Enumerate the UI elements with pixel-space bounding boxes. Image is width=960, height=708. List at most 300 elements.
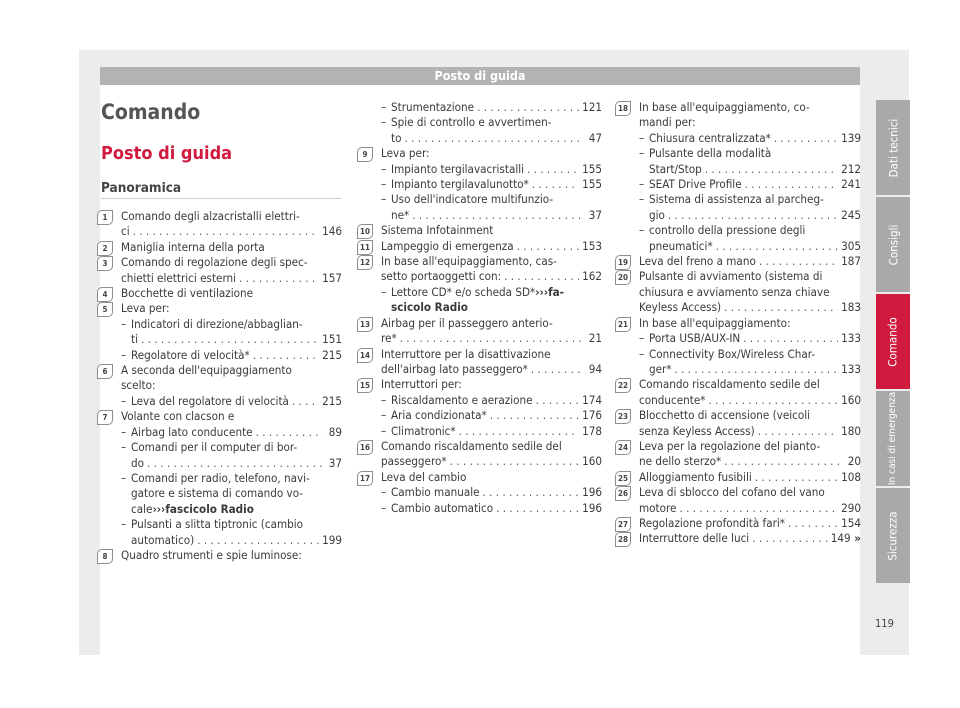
- entry-line: [381, 316, 602, 331]
- reference-arrow: ›››: [152, 501, 166, 516]
- sub-entry: [639, 177, 861, 192]
- bullet-dash: –: [121, 440, 127, 455]
- dot-leader: [459, 424, 580, 439]
- entry-line: [639, 501, 861, 516]
- entry-line: [391, 100, 602, 115]
- tab-consigli[interactable]: Consigli: [876, 197, 910, 292]
- entry-text: Leva del freno a mano: [639, 254, 756, 269]
- reference-text: fascicolo Radio: [165, 501, 254, 516]
- entry-line: [121, 301, 342, 316]
- entry-text: Leva del cambio: [381, 469, 467, 484]
- entry-text: Connectivity Box/Wireless Char-: [649, 346, 816, 361]
- sub-entry: [639, 347, 861, 378]
- entry-text: Leva di sblocco del cofano del vano: [639, 485, 825, 500]
- entry-line: [121, 224, 342, 239]
- bullet-dash: –: [381, 115, 387, 130]
- dot-leader: [404, 131, 583, 146]
- entry-line: [391, 424, 602, 439]
- page-ref[interactable]: 153: [582, 238, 602, 253]
- entry-line: [391, 393, 602, 408]
- bullet-dash: –: [639, 331, 645, 346]
- entry-text: Lampeggio di emergenza: [381, 238, 514, 253]
- dot-leader: [743, 331, 838, 346]
- entry-line: [381, 254, 602, 269]
- index-entry: [617, 315, 861, 378]
- dot-leader: [256, 425, 323, 440]
- page-ref[interactable]: 180: [841, 423, 861, 438]
- entry-text: Cambio automatico: [391, 500, 494, 515]
- index-entry: [381, 100, 602, 146]
- bullet-dash: –: [639, 130, 645, 145]
- entry-line: [131, 502, 342, 517]
- index-entry: [102, 363, 342, 409]
- index-entry: [617, 438, 861, 470]
- entry-line: [639, 408, 861, 423]
- item-number-badge: 16: [357, 440, 373, 455]
- dot-leader: [147, 456, 323, 471]
- entry-text: Alloggiamento fusibili: [639, 469, 752, 484]
- index-entry: [617, 469, 861, 485]
- item-number-badge: 21: [615, 317, 631, 332]
- entry-line: [639, 254, 861, 269]
- dot-leader: [532, 177, 579, 192]
- tab-dati-tecnici[interactable]: Dati tecnici: [876, 100, 910, 195]
- entry-line: [639, 285, 861, 300]
- entry-line: [649, 131, 861, 146]
- entry-line: [121, 409, 342, 424]
- page-ref[interactable]: 154: [841, 515, 861, 530]
- index-entry: [617, 269, 861, 315]
- entry-line: [121, 255, 342, 270]
- entry-line: [381, 347, 602, 362]
- entry-text: Pulsante della modalità: [649, 146, 772, 161]
- page-ref[interactable]: 290: [841, 500, 861, 515]
- bullet-dash: –: [639, 192, 645, 207]
- page-ref[interactable]: 89: [328, 424, 342, 439]
- page-ref[interactable]: 241: [841, 177, 861, 192]
- index-column-1: [102, 209, 342, 563]
- dot-leader: [708, 393, 838, 408]
- entry-text: Pulsante di avviamento (sistema di: [639, 269, 823, 284]
- bullet-dash: –: [381, 192, 387, 207]
- bullet-dash: –: [381, 408, 387, 423]
- dot-leader: [755, 470, 838, 485]
- index-entry: [359, 346, 602, 378]
- entry-line: [381, 377, 602, 392]
- page-ref[interactable]: 146: [322, 224, 342, 239]
- page-ref[interactable]: 178: [582, 423, 602, 438]
- dot-leader: [675, 362, 839, 377]
- page-ref[interactable]: 215: [322, 393, 342, 408]
- item-number-badge: 23: [615, 409, 631, 424]
- entry-text: Lettore CD* e/o scheda SD*: [391, 284, 536, 299]
- item-number-badge: 7: [97, 410, 113, 425]
- index-entry: [359, 254, 602, 316]
- page-ref[interactable]: 133: [841, 361, 861, 376]
- page-ref[interactable]: 176: [582, 408, 602, 423]
- bullet-dash: –: [381, 423, 387, 438]
- entry-text: chietti elettrici esterni: [121, 270, 237, 285]
- entry-text: In base all'equipaggiamento, cas-: [381, 254, 557, 269]
- entry-text: passeggero*: [381, 454, 447, 469]
- sub-entry: [639, 146, 861, 177]
- page-ref[interactable]: 21: [588, 331, 602, 346]
- entry-line: [649, 162, 861, 177]
- entry-line: [639, 454, 861, 469]
- entry-text: Blocchetto di accensione (veicoli: [639, 408, 811, 423]
- page-ref[interactable]: 121: [582, 100, 602, 114]
- entry-text: Aria condizionata*: [391, 408, 487, 423]
- entry-line: [649, 223, 861, 238]
- dot-leader: [724, 454, 842, 469]
- page-ref[interactable]: 196: [582, 485, 602, 500]
- sub-entry: [381, 162, 602, 177]
- entry-text: re*: [381, 331, 397, 346]
- entry-line: [121, 363, 342, 378]
- entry-line: [649, 239, 861, 254]
- entry-line: [391, 208, 602, 223]
- entry-text: conducente*: [639, 392, 706, 407]
- item-number-badge: 22: [615, 378, 631, 393]
- running-header: Posto di guida: [100, 67, 860, 85]
- entry-text: Strumentazione: [391, 100, 475, 114]
- bullet-dash: –: [639, 223, 645, 238]
- entry-text: Pulsanti a slitta tiptronic (cambio: [131, 517, 304, 532]
- page-ref[interactable]: 155: [582, 177, 602, 192]
- tab-comando[interactable]: Comando: [876, 294, 910, 389]
- dot-leader: [517, 239, 579, 254]
- entry-text: Leva per:: [381, 146, 430, 161]
- entry-text: Keyless Access): [639, 300, 722, 315]
- entry-text: controllo della pressione degli: [649, 223, 806, 238]
- entry-line: [381, 269, 602, 284]
- entry-line: [639, 269, 861, 284]
- entry-text: ci: [121, 224, 130, 239]
- sub-entry: [381, 501, 602, 516]
- bullet-dash: –: [121, 316, 127, 331]
- bullet-dash: –: [121, 393, 127, 408]
- entry-text: Uso dell'indicatore multifunzio-: [391, 192, 554, 207]
- sub-entry: [381, 393, 602, 408]
- item-number-badge: 26: [615, 486, 631, 501]
- entry-line: [649, 192, 861, 207]
- item-number-badge: 17: [357, 471, 373, 486]
- page-ref[interactable]: 187: [841, 254, 861, 269]
- dot-leader: [536, 393, 580, 408]
- bullet-dash: –: [121, 347, 127, 362]
- dot-leader: [716, 239, 838, 254]
- reference-text: scicolo Radio: [391, 300, 468, 315]
- entry-text: Comando riscaldamento sedile del: [381, 438, 562, 453]
- index-column-2: [359, 100, 602, 516]
- item-number-badge: 3: [97, 256, 113, 271]
- entry-line: [391, 408, 602, 423]
- entry-line: [121, 271, 342, 286]
- bullet-dash: –: [381, 392, 387, 407]
- entry-line: [131, 517, 342, 532]
- dot-leader: [197, 533, 319, 548]
- page-number: 119: [875, 617, 894, 630]
- tab-in-casi-di-emergenza[interactable]: In casi di emergenza: [876, 391, 910, 486]
- page-ref[interactable]: 108: [841, 469, 861, 484]
- page-ref[interactable]: 160: [841, 392, 861, 407]
- entry-line: [639, 115, 861, 130]
- entry-line: [649, 146, 861, 161]
- item-number-badge: 1: [97, 210, 113, 225]
- entry-text: Airbag lato conducente: [131, 424, 253, 439]
- sub-entry: [121, 440, 342, 471]
- item-number-badge: 14: [357, 348, 373, 363]
- entry-text: setto portaoggetti con:: [381, 269, 502, 284]
- entry-line: [131, 425, 342, 440]
- entry-line: [131, 471, 342, 486]
- entry-text: Leva per la regolazione del pianto-: [639, 438, 821, 453]
- sub-entry: [381, 485, 602, 500]
- index-entry: [102, 255, 342, 286]
- dot-leader: [531, 362, 583, 377]
- entry-line: [381, 362, 602, 377]
- item-number-badge: 25: [615, 471, 631, 486]
- item-number-badge: 5: [97, 302, 113, 317]
- index-entry: [362, 146, 602, 223]
- entry-text: Interruttore delle luci: [639, 531, 750, 546]
- tab-sicurezza[interactable]: Sicurezza: [876, 488, 910, 583]
- item-number-badge: 8: [97, 549, 113, 564]
- entry-text: Leva del regolatore di velocità: [131, 393, 289, 408]
- page-ref[interactable]: 133: [841, 331, 861, 346]
- dot-leader: [752, 531, 828, 546]
- entry-text: Airbag per il passeggero anterio-: [381, 315, 553, 330]
- entry-line: [381, 331, 602, 346]
- entry-text: Comando di regolazione degli spec-: [121, 255, 308, 270]
- page-ref[interactable]: 305: [841, 238, 861, 253]
- heading-rule: [101, 198, 341, 199]
- dot-leader: [668, 208, 838, 223]
- entry-text: Volante con clacson e: [121, 409, 235, 424]
- dot-leader: [705, 162, 838, 177]
- item-number-badge: 24: [615, 440, 631, 455]
- entry-line: [121, 209, 342, 224]
- index-entry: [617, 408, 861, 439]
- bullet-dash: –: [381, 100, 387, 114]
- page-ref[interactable]: 199: [322, 532, 342, 547]
- bullet-dash: –: [121, 424, 127, 439]
- entry-line: [131, 440, 342, 455]
- index-entry: [617, 254, 861, 269]
- index-entry: [617, 377, 861, 408]
- page-ref[interactable]: 20: [847, 454, 861, 469]
- page-ref[interactable]: 245: [841, 207, 861, 222]
- entry-text: automatico): [131, 532, 195, 547]
- page-ref[interactable]: 162: [582, 269, 602, 284]
- entry-line: [131, 533, 342, 548]
- entry-line: [381, 146, 602, 161]
- entry-line: [391, 131, 602, 146]
- page-ref[interactable]: 139: [841, 130, 861, 145]
- entry-line: [639, 485, 861, 500]
- item-number-badge: 20: [615, 270, 631, 285]
- item-number-badge: 4: [97, 287, 113, 302]
- entry-text: do: [131, 455, 145, 470]
- sub-entry: [121, 471, 342, 517]
- subsection-title: Panoramica: [101, 180, 182, 196]
- page-ref[interactable]: 174: [582, 392, 602, 407]
- dot-leader: [496, 501, 579, 516]
- page-ref[interactable]: 37: [328, 455, 342, 470]
- entry-line: [639, 531, 861, 546]
- entry-line: [391, 285, 602, 300]
- entry-text: gatore e sistema di comando vo-: [131, 486, 304, 501]
- entry-text: SEAT Drive Profile: [649, 177, 742, 192]
- entry-text: Sistema Infotainment: [381, 223, 494, 238]
- entry-text: Regolazione profondità fari*: [639, 515, 785, 530]
- chapter-title: Comando: [101, 100, 201, 124]
- item-number-badge: 13: [357, 317, 373, 332]
- entry-line: [639, 516, 861, 531]
- entry-line: [639, 100, 861, 115]
- item-number-badge: 6: [97, 364, 113, 379]
- bullet-dash: –: [381, 161, 387, 176]
- page-ref[interactable]: 155: [582, 161, 602, 176]
- bullet-dash: –: [381, 284, 387, 299]
- reference-arrow: ›››: [535, 284, 549, 299]
- entry-text: Interruttori per:: [381, 377, 462, 392]
- entry-line: [391, 501, 602, 516]
- dot-leader: [788, 516, 838, 531]
- page-ref[interactable]: 157: [322, 270, 342, 285]
- index-entry: [617, 485, 861, 516]
- entry-text: Leva per:: [121, 301, 170, 316]
- entry-text: dell'airbag lato passeggero*: [381, 361, 528, 376]
- entry-text: Quadro strumenti e spie luminose:: [121, 547, 302, 562]
- index-entry: [359, 223, 602, 238]
- entry-line: [121, 548, 342, 563]
- entry-text: Impianto tergilavalunotto*: [391, 177, 529, 192]
- page-ref[interactable]: 160: [582, 454, 602, 469]
- sub-entry: [121, 425, 342, 440]
- sub-entry: [639, 192, 861, 223]
- entry-text: Climatronic*: [391, 423, 456, 438]
- entry-text: to: [391, 130, 402, 145]
- entry-line: [649, 208, 861, 223]
- entry-text: cale: [131, 501, 153, 516]
- entry-text: ne dello sterzo*: [639, 454, 722, 469]
- bullet-dash: –: [121, 517, 127, 532]
- entry-text: A seconda dell'equipaggiamento: [121, 363, 292, 378]
- entry-text: ti: [131, 332, 138, 347]
- entry-line: [391, 177, 602, 192]
- page-ref[interactable]: 149 »: [830, 531, 861, 546]
- page-ref[interactable]: 215: [322, 347, 342, 362]
- sub-entry: [381, 424, 602, 439]
- page-ref[interactable]: 37: [588, 207, 602, 222]
- entry-line: [121, 378, 342, 393]
- sub-entry: [381, 408, 602, 423]
- entry-line: [391, 192, 602, 207]
- sub-entry: [639, 131, 861, 146]
- entry-text: Indicatori di direzione/abbaglian-: [131, 316, 303, 331]
- entry-text: Spie di controllo e avvertimen-: [391, 115, 552, 130]
- index-column-3: [617, 100, 861, 547]
- entry-line: [649, 177, 861, 192]
- dot-leader: [759, 254, 838, 269]
- index-entry: [102, 286, 342, 301]
- bullet-dash: –: [381, 500, 387, 515]
- dot-leader: [504, 269, 579, 284]
- entry-text: Comando degli alzacristalli elettri-: [121, 209, 300, 223]
- entry-text: In base all'equipaggiamento, co-: [639, 100, 810, 114]
- entry-text: Bocchette di ventilazione: [121, 286, 254, 301]
- reference-text: fa-: [548, 284, 565, 299]
- item-number-badge: 28: [615, 532, 631, 547]
- dot-leader: [758, 424, 838, 439]
- item-number-badge: 12: [357, 255, 373, 270]
- bullet-dash: –: [639, 177, 645, 192]
- entry-line: [639, 439, 861, 454]
- index-entry: [102, 409, 342, 548]
- index-entry: [359, 238, 602, 254]
- page-ref[interactable]: 183: [841, 300, 861, 315]
- entry-line: [131, 317, 342, 332]
- entry-line: [649, 347, 861, 362]
- entry-text: mandi per:: [639, 115, 696, 130]
- entry-text: Maniglia interna della porta: [121, 239, 265, 254]
- sub-entry: [381, 177, 602, 192]
- entry-line: [121, 286, 342, 301]
- entry-text: scelto:: [121, 378, 156, 393]
- entry-line: [131, 394, 342, 409]
- dot-leader: [527, 162, 579, 177]
- item-number-badge: 10: [357, 224, 373, 239]
- page-ref[interactable]: 47: [588, 130, 602, 145]
- sub-entry: [381, 100, 602, 115]
- sub-entry: [381, 115, 602, 146]
- entry-text: Riscaldamento e aerazione: [391, 392, 533, 407]
- entry-line: [381, 223, 602, 238]
- entry-text: In base all'equipaggiamento:: [639, 315, 791, 330]
- entry-line: [381, 454, 602, 469]
- sub-entry: [381, 285, 602, 316]
- dot-leader: [239, 271, 319, 286]
- item-number-badge: 19: [615, 255, 631, 270]
- page-ref[interactable]: 151: [322, 332, 342, 347]
- index-entry: [102, 239, 342, 255]
- entry-text: Sistema di assistenza al parcheg-: [649, 192, 824, 207]
- dot-leader: [412, 208, 583, 223]
- item-number-badge: 18: [615, 101, 631, 116]
- page-ref[interactable]: 94: [588, 361, 602, 376]
- entry-text: Interruttore per la disattivazione: [381, 346, 551, 361]
- entry-text: Start/Stop: [649, 161, 702, 176]
- section-title: Posto di guida: [101, 143, 233, 164]
- page-ref[interactable]: 212: [841, 161, 861, 176]
- entry-line: [639, 377, 861, 392]
- entry-line: [131, 486, 342, 501]
- entry-text: Comando riscaldamento sedile del: [639, 377, 820, 392]
- entry-text: Comandi per radio, telefono, navi-: [131, 470, 310, 485]
- dot-leader: [477, 100, 579, 115]
- entry-line: [639, 424, 861, 439]
- dot-leader: [745, 177, 838, 192]
- page-ref[interactable]: 196: [582, 500, 602, 515]
- dot-leader: [490, 408, 579, 423]
- item-number-badge: 9: [357, 147, 373, 162]
- dot-leader: [774, 131, 838, 146]
- entry-text: Cambio manuale: [391, 485, 480, 500]
- entry-text: senza Keyless Access): [639, 423, 755, 438]
- index-entry: [102, 209, 342, 240]
- dot-leader: [724, 300, 838, 315]
